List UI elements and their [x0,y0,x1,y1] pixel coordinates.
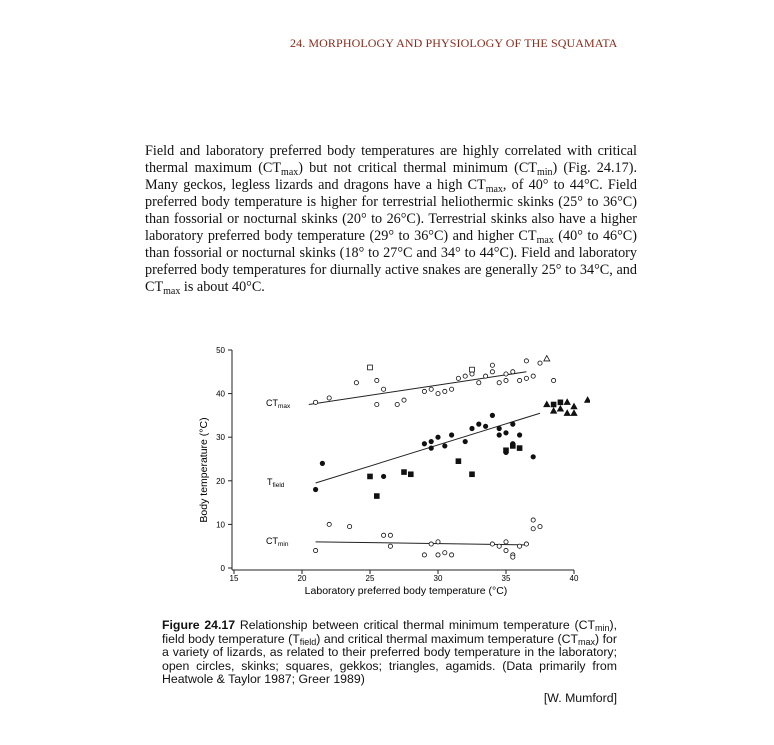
point-open-circle [497,381,501,385]
point-open-circle [375,402,379,406]
scatter-plot [190,340,590,600]
point-open-circle [490,370,494,374]
point-open-circle [511,370,515,374]
ctmin-label-sub: min [278,541,289,548]
paragraph-text: ) (Fig. 24.17). Many geckos, legless lizards and dragons have a high CT [145,160,637,193]
point-filled-square [504,448,509,453]
point-filled-square [517,446,522,451]
point-open-circle [436,392,440,396]
point-open-circle [538,361,542,365]
ctmax-label-sub: max [278,403,291,410]
point-open-circle [531,374,535,378]
point-filled-circle [531,455,535,459]
point-open-circle [524,376,528,380]
point-filled-triangle [571,403,577,408]
point-open-circle [436,553,440,557]
subscript: max [577,636,595,647]
axes [216,346,579,583]
point-open-circle [490,542,494,546]
point-filled-square [510,444,515,449]
y-tick-label: 30 [216,433,225,443]
point-filled-square [558,400,563,405]
ctmax-label [266,398,291,410]
y-tick-label: 40 [216,389,225,399]
subscript: max [281,167,299,178]
point-filled-triangle [564,410,570,415]
subscript: field [299,636,317,647]
x-tick-label: 35 [501,574,511,583]
point-open-circle [402,398,406,402]
subscript: min [594,623,610,633]
point-open-circle [497,544,501,548]
figure-chart [190,340,590,600]
point-open-square [470,367,475,372]
point-open-circle [348,524,352,528]
point-open-circle [422,389,426,393]
point-filled-circle [490,413,494,417]
point-filled-circle [497,433,501,437]
subscript: max [163,286,181,297]
y-tick-label: 10 [216,520,225,530]
point-filled-circle [477,422,481,426]
tfield-label [267,477,285,489]
point-open-circle [524,359,528,363]
point-open-circle [456,376,460,380]
point-filled-circle [313,487,317,491]
caption-text: ), field body temperature (T [162,618,617,646]
subscript: min [536,167,553,178]
point-open-circle [477,381,481,385]
point-open-circle [354,381,358,385]
point-open-circle [504,548,508,552]
x-tick-label: 30 [433,574,443,583]
subscript: max [485,184,503,195]
point-open-circle [524,542,528,546]
point-filled-circle [381,474,385,478]
point-filled-circle [320,461,324,465]
point-open-circle [504,378,508,382]
point-open-circle [552,378,556,382]
point-filled-square [551,402,556,407]
point-open-circle [518,544,522,548]
point-open-circle [504,540,508,544]
x-tick-label: 15 [229,574,239,583]
point-open-circle [314,548,318,552]
point-filled-triangle [544,401,550,406]
point-open-circle [511,555,515,559]
point-filled-circle [470,426,474,430]
figure-caption [162,619,617,687]
point-open-circle [518,378,522,382]
point-open-circle [436,540,440,544]
caption-text: ) and critical thermal maximum temperature (CT [316,631,578,646]
x-tick-label: 40 [569,574,579,583]
point-filled-circle [422,442,426,446]
point-filled-circle [483,424,487,428]
tfield-label-sub: field [272,482,285,489]
point-open-circle [470,372,474,376]
subscript: max [536,235,554,246]
point-open-circle [450,553,454,557]
point-open-circle [388,533,392,537]
point-filled-circle [449,433,453,437]
paragraph-text: , of 40° to 44°C. Field preferred body temperature is higher for terrestrial heliothermic skinks (25° to 36°C) than fossorial or nocturnal skinks (20° to 26°C). Terrestrial skinks also have a higher laboratory preferred body temperature (29° to 36°C) and higher CT [145,177,637,244]
point-filled-triangle [564,399,570,404]
point-open-circle [484,374,488,378]
point-open-circle [429,387,433,391]
point-open-circle [531,518,535,522]
point-open-square [368,365,373,370]
y-axis-label: Body temperature (°C) [198,417,210,523]
point-filled-circle [429,439,433,443]
running-head: 24. MORPHOLOGY AND PHYSIOLOGY OF THE SQUAMATA [290,36,618,50]
point-open-circle [375,378,379,382]
paragraph-text: Field and laboratory preferred body temperatures are highly correlated with critical thermal maximum (CT [145,143,637,176]
point-filled-triangle [557,406,563,411]
paragraph-text: is about 40°C. [180,279,265,295]
point-filled-circle [511,422,515,426]
point-open-circle [314,400,318,404]
point-filled-circle [443,444,447,448]
point-open-circle [504,372,508,376]
tfield-label-main: T [267,477,273,487]
point-filled-circle [429,446,433,450]
point-filled-triangle [585,397,590,402]
y-tick-label: 50 [216,346,225,355]
point-filled-triangle [551,408,557,413]
paragraph-text: (40° to 46°C) than fossorial or nocturnal skinks (18° to 27°C and 34° to 44°C). Field and laboratory preferred body temperatures for diurnally active snakes are generally 25° to 34°C, and CT [145,228,637,295]
y-tick-label: 20 [216,476,225,486]
point-open-circle [327,522,331,526]
point-open-circle [531,527,535,531]
figure-credit: [W. Mumford] [543,691,617,705]
point-open-circle [422,553,426,557]
caption-text: Relationship between critical thermal minimum temperature (CT [235,618,595,632]
point-filled-square [368,474,373,479]
point-filled-circle [504,431,508,435]
point-filled-square [470,472,475,477]
point-open-circle [388,544,392,548]
ctmax-label-main: CT [266,398,278,408]
x-tick-label: 20 [297,574,307,583]
point-open-circle [382,533,386,537]
point-open-circle [443,551,447,555]
point-open-circle [327,396,331,400]
point-filled-circle [436,435,440,439]
paragraph-text: ) but not critical thermal minimum (CT [298,160,537,176]
point-filled-triangle [571,410,577,415]
point-filled-square [456,459,461,464]
caption-label: Figure 24.17 [162,618,236,632]
point-filled-circle [463,439,467,443]
point-open-circle [429,542,433,546]
point-open-triangle [544,356,550,361]
point-open-circle [538,524,542,528]
y-tick-label: 0 [220,564,225,573]
point-filled-circle [517,433,521,437]
point-open-circle [463,374,467,378]
point-open-circle [443,389,447,393]
body-paragraph [145,143,637,296]
data-marks [309,356,590,560]
ctmin-label-main: CT [266,536,278,546]
point-open-circle [395,402,399,406]
point-open-circle [382,387,386,391]
caption-text: ) for a variety of lizards, as related to their preferred body temperature in the laboratory; open circles, skinks; squares, gekkos; triangles, agamids. (Data primarily from Heatwole & Taylor 1987; Greer 1989) [162,631,617,687]
point-filled-square [408,472,413,477]
ctmin-label [266,536,289,548]
regression-line-ctmax [309,372,527,405]
point-open-circle [490,363,494,367]
x-axis-label: Laboratory preferred body temperature (°C) [304,585,508,597]
point-filled-square [402,470,407,475]
point-open-circle [450,387,454,391]
point-filled-square [374,494,379,499]
point-filled-circle [497,426,501,430]
x-tick-label: 25 [365,574,375,583]
